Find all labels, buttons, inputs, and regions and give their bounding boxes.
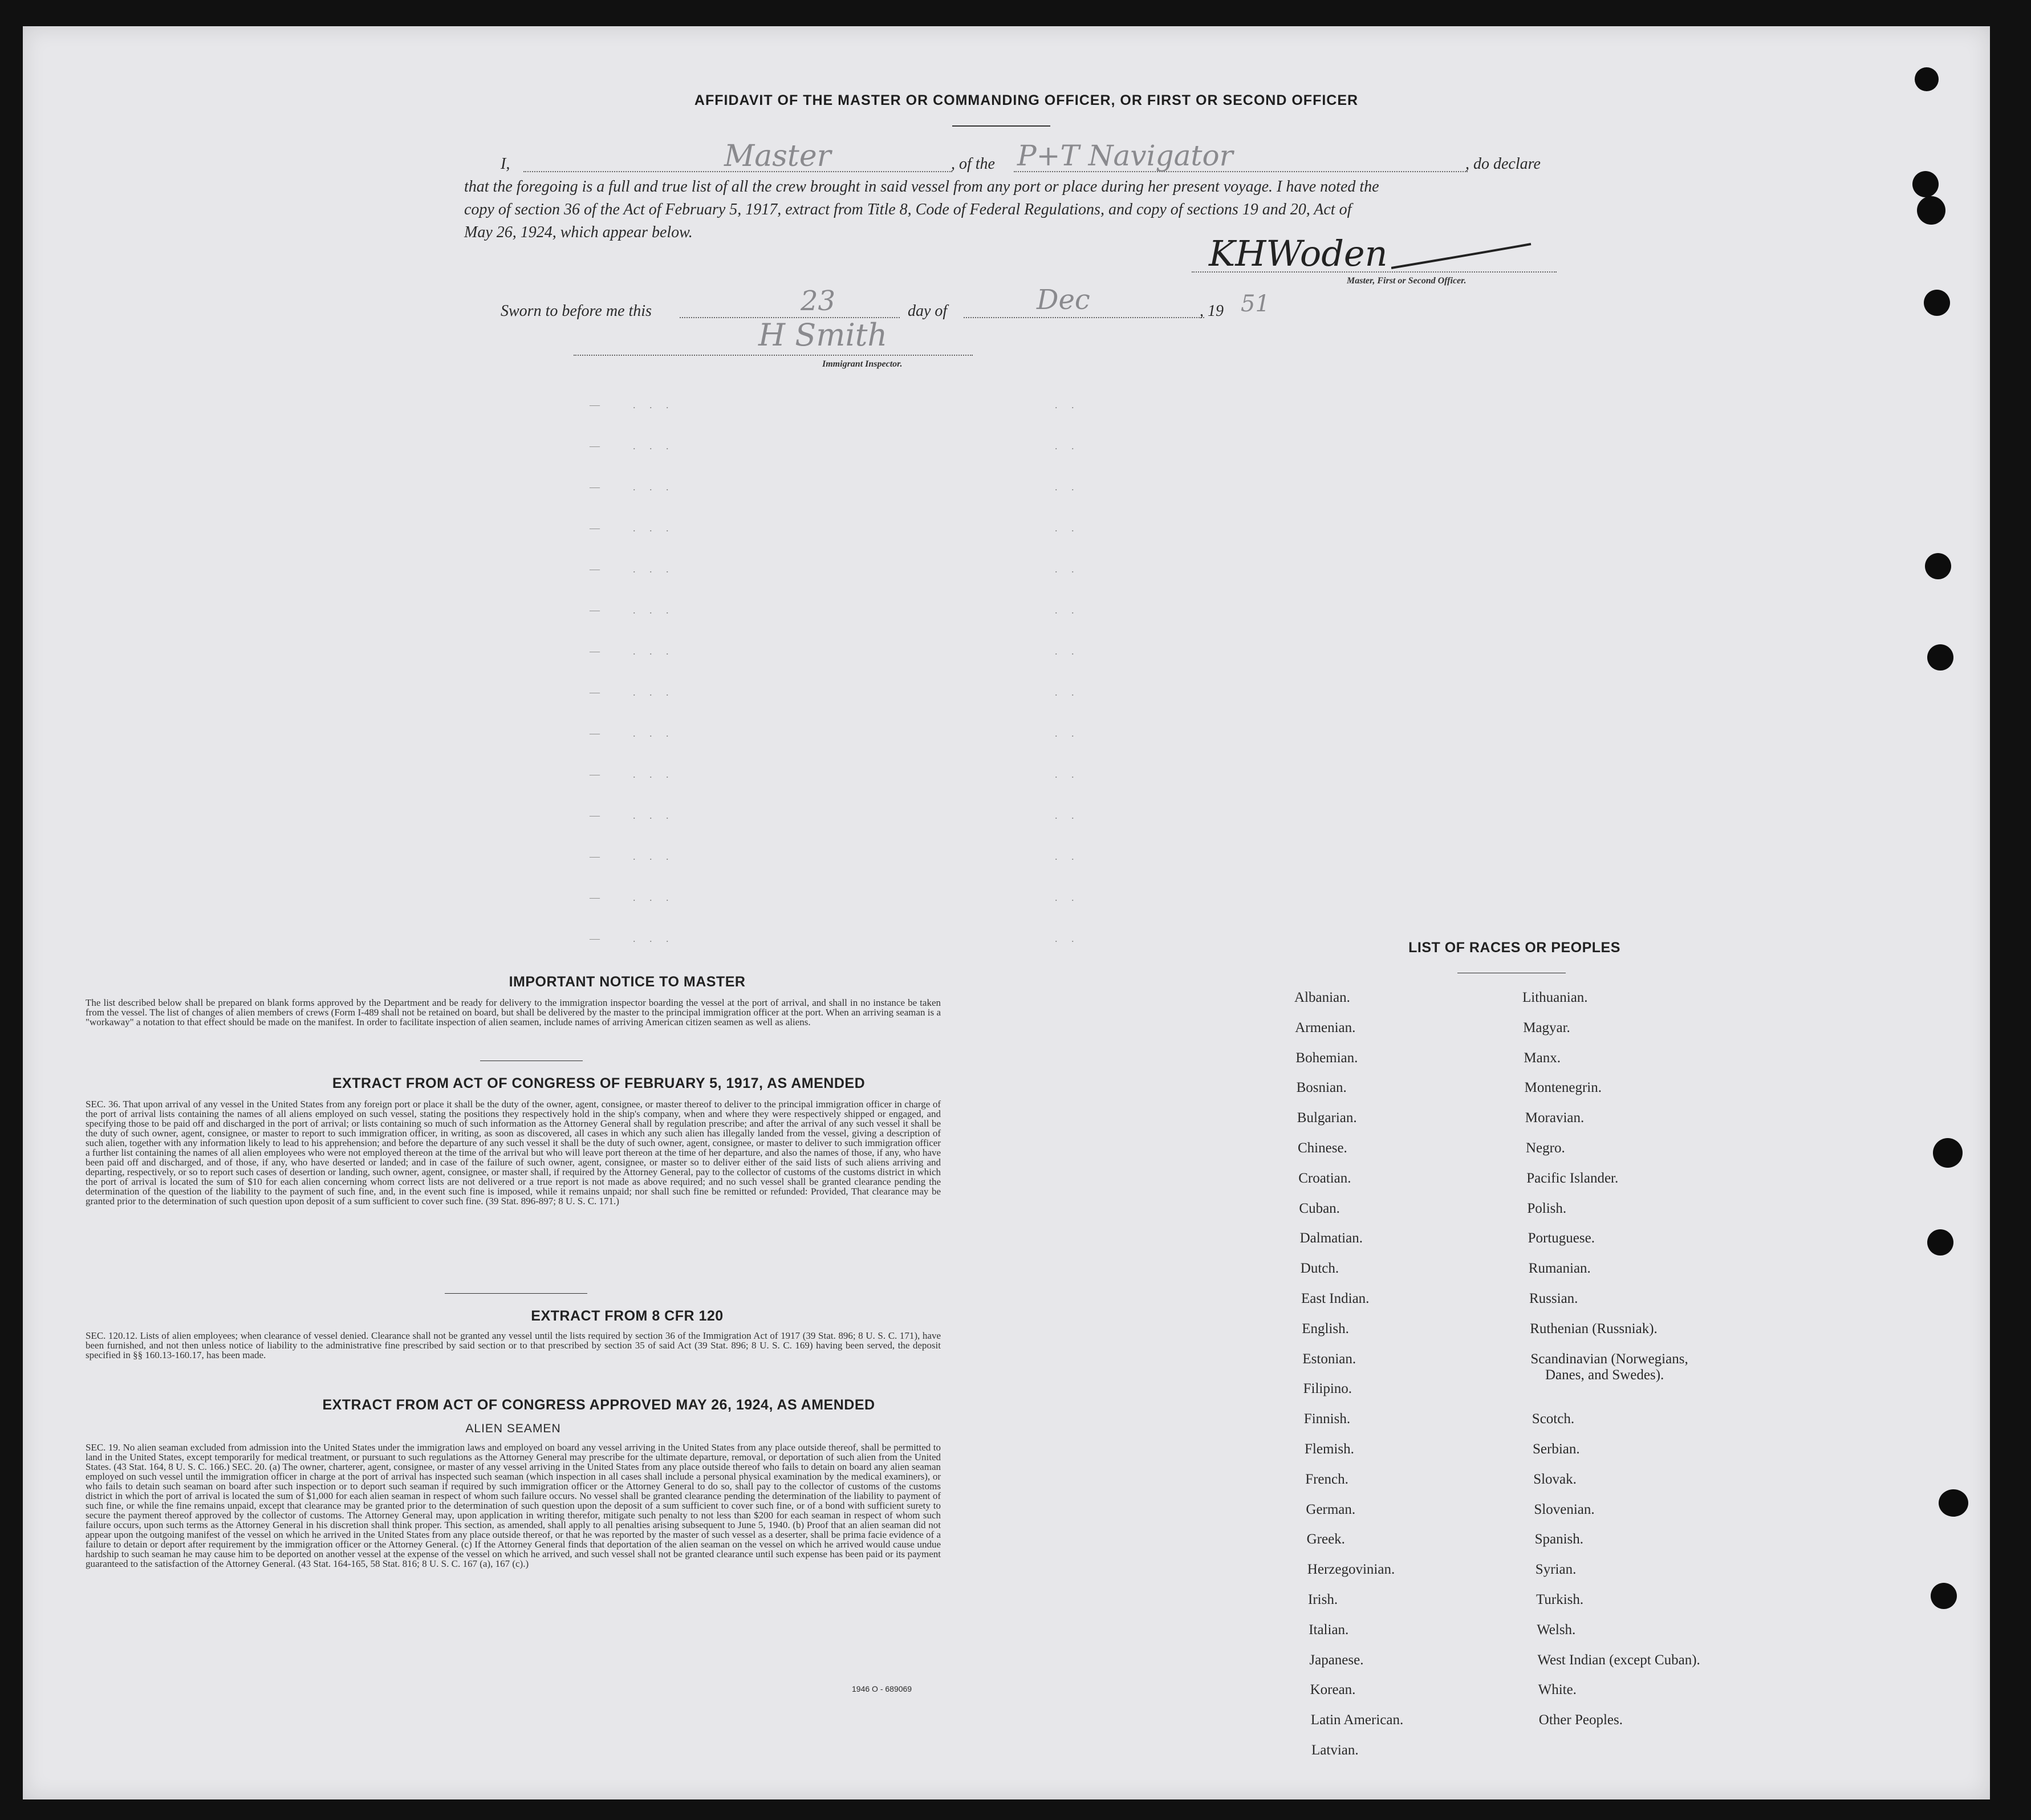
faint-mark: . . [1055, 933, 1080, 944]
faint-mark: — [590, 604, 606, 616]
faint-mark: . . [1055, 399, 1080, 411]
faint-mark: . . . [633, 892, 675, 903]
sworn-day-label: day of [908, 302, 948, 320]
race-item: Pacific Islander. [1526, 1170, 1619, 1186]
race-item: Dalmatian. [1299, 1230, 1363, 1246]
race-item: Portuguese. [1528, 1230, 1595, 1246]
binder-hole [1933, 1138, 1963, 1168]
faint-mark: . . . [633, 686, 675, 698]
faint-mark: — [590, 851, 606, 862]
faint-mark: — [590, 933, 606, 944]
race-item: English. [1302, 1321, 1349, 1336]
inspector-handwriting: H Smith [758, 317, 888, 353]
affidavit-title: AFFIDAVIT OF THE MASTER OR COMMANDING OFFICER, OR FIRST OR SECOND OFFICER [694, 92, 1359, 108]
print-code: 1946 O - 689069 [852, 1684, 912, 1693]
race-item: Welsh. [1537, 1622, 1576, 1638]
rank-handwriting: Master [724, 139, 831, 173]
faint-mark: . . [1055, 769, 1080, 780]
race-item: Russian. [1529, 1291, 1578, 1306]
race-item: Bosnian. [1296, 1080, 1347, 1096]
declaration-do-declare: , do declare [1465, 155, 1541, 173]
title-underline [952, 125, 1050, 127]
vessel-handwriting: P+T Navigator [1017, 139, 1233, 172]
binder-hole [1927, 1229, 1953, 1256]
race-item: Bohemian. [1295, 1050, 1358, 1066]
race-item: Irish. [1308, 1592, 1338, 1607]
race-item: Serbian. [1533, 1441, 1580, 1457]
race-item: Slovak. [1533, 1471, 1577, 1487]
race-item: Chinese. [1298, 1140, 1347, 1156]
master-signature: KHWoden [1209, 233, 1388, 274]
race-item: Danes, and Swedes). [1545, 1367, 1664, 1383]
race-item: Moravian. [1525, 1110, 1585, 1126]
race-item: Albanian. [1294, 990, 1350, 1005]
race-item: Magyar. [1523, 1019, 1570, 1035]
divider [445, 1293, 587, 1294]
race-item: Lithuanian. [1522, 990, 1588, 1005]
faint-mark: . . [1055, 686, 1080, 698]
race-item: White. [1538, 1682, 1577, 1698]
binder-hole [1917, 196, 1945, 225]
binder-hole [1931, 1583, 1957, 1609]
race-item: Bulgarian. [1297, 1110, 1357, 1126]
faint-mark: . . . [633, 728, 675, 739]
extract-cfr-title: EXTRACT FROM 8 CFR 120 [531, 1308, 724, 1324]
race-item: Korean. [1310, 1682, 1356, 1698]
race-item: Slovenian. [1534, 1501, 1595, 1517]
race-item: East Indian. [1301, 1291, 1370, 1306]
notice-title: IMPORTANT NOTICE TO MASTER [509, 974, 746, 990]
race-item: Italian. [1309, 1622, 1349, 1638]
faint-mark: . . [1055, 604, 1080, 616]
faint-mark: . . [1055, 645, 1080, 657]
binder-hole [1939, 1489, 1968, 1517]
signature-caption: Master, First or Second Officer. [1347, 276, 1467, 286]
inspector-field-line [574, 355, 973, 356]
sworn-day-handwriting: 23 [801, 285, 836, 317]
signature-flourish [1391, 239, 1534, 274]
faint-mark: . . . [633, 481, 675, 493]
faint-mark: — [590, 399, 606, 411]
faint-mark: — [590, 728, 606, 739]
faint-mark: . . . [633, 440, 675, 452]
race-item: West Indian (except Cuban). [1537, 1652, 1700, 1668]
race-item: Armenian. [1295, 1019, 1356, 1035]
extract-cfr-text: SEC. 120.12. Lists of alien employees; when clearance of vessel denied. Clearance shall not be granted any vessel until the lists required by section 36 of the Immigration Act of 1917 (39 Stat. 896; 8 U. S. C. 171), have been furnished, and not then unless notice of liability to the administrative fine prescribed by said section or to that prescribed by section 35 of said Act (39 Stat. 896; 8 U. S. C. 169) having been served, the deposit specified in §§ 160.13-160.17, has been made. [86, 1330, 941, 1360]
faint-mark: — [590, 645, 606, 657]
races-title: LIST OF RACES OR PEOPLES [1408, 940, 1620, 956]
faint-mark: . . . [633, 645, 675, 657]
sworn-month-line [964, 317, 1204, 318]
faint-mark: . . . [633, 769, 675, 780]
faint-mark: — [590, 892, 606, 903]
declaration-of-the: , of the [951, 155, 995, 173]
faint-mark: . . [1055, 728, 1080, 739]
faint-mark: . . [1055, 810, 1080, 821]
race-item: Croatian. [1298, 1170, 1351, 1186]
race-item: French. [1305, 1471, 1348, 1487]
notice-text: The list described below shall be prepared on blank forms approved by the Department and be ready for delivery to the immigration inspector boarding the vessel at the port of arrival, and shall in no instance be taken from the vessel. The list of changes of alien members of crews (Form I-489 shall not be retained on board, but shall be delivered by the master to the principal immigration officer at the port. When an arriving seaman is a "workaway" a notation to that effect should be made on the manifest. In order to facilitate inspection of alien seamen, include names of arriving American citizen seamen as well as aliens. [86, 997, 941, 1027]
race-item: Montenegrin. [1524, 1080, 1602, 1096]
race-item: Greek. [1306, 1531, 1345, 1547]
declaration-line-4: May 26, 1924, which appear below. [464, 224, 693, 241]
inspector-caption: Immigrant Inspector. [822, 359, 903, 369]
faint-mark: . . . [633, 399, 675, 411]
faint-mark: — [590, 481, 606, 493]
extract-1924-subtitle: ALIEN SEAMEN [465, 1422, 561, 1435]
sworn-label: Sworn to before me this [501, 302, 652, 320]
binder-hole [1912, 171, 1939, 197]
race-item: Rumanian. [1528, 1261, 1591, 1277]
binder-hole [1924, 290, 1950, 316]
race-item: Herzegovinian. [1307, 1562, 1395, 1578]
race-item: Spanish. [1534, 1531, 1584, 1547]
faint-mark: — [590, 686, 606, 698]
faint-mark: — [590, 522, 606, 534]
faint-mark: . . . [633, 604, 675, 616]
faint-mark: . . [1055, 440, 1080, 452]
faint-mark: . . [1055, 481, 1080, 493]
race-item: Other Peoples. [1538, 1712, 1623, 1728]
race-item: Syrian. [1535, 1562, 1577, 1578]
extract-1917-text: SEC. 36. That upon arrival of any vessel in the United States from any foreign port or place it shall be the duty of the owner, agent, consignee, or master thereof to deliver to the principal immigration officer in charge of the port of arrival lists containing the names of all aliens employed on such vessel, stating the positions they respectively hold in the ship's company, when and where they were respectively shipped or engaged, and specifying those to be paid off and discharged in the port of arrival; or lists containing so much of such information as the Attorney General shall by regulation prescribe; and after the arrival of any such vessel it shall be the duty of such owner, agent, consignee, or master to report to such immigration officer, in writing, as soon as discovered, all cases in which any such alien has illegally landed from the vessel, giving a description of such alien, together with any information likely to lead to his apprehension; and before the departure of any such vessel it shall be the duty of such owner, agent, consignee, or master to deliver to such immigration officer a further list containing the names of all alien employees who were not employed thereon at the time of the arrival but who will leave port thereon at the time of her departure, and also the names of those, if any, who have been paid off and discharged, and of those, if any, who have deserted or landed; and in case of the failure of such owner, agent, consignee, or master so to deliver either of the said lists of such aliens arriving and departing, respectively, or so to report such cases of desertion or landing, such owner, agent, consignee, or master shall, if required by the Attorney General, pay to the collector of customs of the customs district in which the port of arrival is located the sum of $10 for each alien concerning whom correct lists are not delivered or a true report is not made as above required; and no such vessel shall be granted clearance pending the determination of the question of the liability to the payment of such fine, and, in the event such fine is imposed, while it remains unpaid; nor shall such fine be remitted or refunded: Provided, That clearance may be granted prior to the determination of such question upon deposit of a sum sufficient to cover such fine. (39 Stat. 896-897; 8 U. S. C. 171.) [86, 1099, 941, 1206]
binder-hole [1927, 644, 1953, 671]
sworn-year-handwriting: 51 [1241, 291, 1270, 317]
race-item: Polish. [1527, 1200, 1567, 1216]
sworn-year-prefix: , 19 [1200, 302, 1224, 320]
signature-field-line [1192, 271, 1557, 273]
faint-mark: — [590, 769, 606, 780]
race-item: Scandinavian (Norwegians, [1530, 1351, 1688, 1367]
faint-mark: . . . [633, 563, 675, 575]
faint-mark: — [590, 810, 606, 821]
faint-mark: — [590, 440, 606, 452]
faint-mark: . . . [633, 851, 675, 862]
race-item: Latin American. [1310, 1712, 1404, 1728]
race-item: Cuban. [1299, 1200, 1340, 1216]
extract-1924-title: EXTRACT FROM ACT OF CONGRESS APPROVED MAY 26, 1924, AS AMENDED [322, 1397, 875, 1413]
declaration-i: I, [501, 155, 510, 173]
faint-mark: . . [1055, 522, 1080, 534]
faint-mark: . . . [633, 522, 675, 534]
binder-hole [1925, 553, 1951, 579]
race-item: Ruthenian (Russniak). [1530, 1321, 1658, 1336]
faint-mark: . . [1055, 851, 1080, 862]
race-item: Estonian. [1302, 1351, 1356, 1367]
faint-mark: . . . [633, 810, 675, 821]
race-item: Turkish. [1536, 1592, 1584, 1607]
race-item: Manx. [1524, 1050, 1561, 1066]
faint-mark: — [590, 563, 606, 575]
race-item: Negro. [1526, 1140, 1565, 1156]
declaration-line-3: copy of section 36 of the Act of February 5, 1917, extract from Title 8, Code of Federal Regulations, and copy of sections 19 and 20, Act of [464, 201, 1352, 218]
race-item: German. [1306, 1501, 1356, 1517]
faint-mark: . . . [633, 933, 675, 944]
race-item: Filipino. [1303, 1381, 1352, 1397]
faint-mark: . . [1055, 892, 1080, 903]
race-item: Scotch. [1532, 1411, 1575, 1427]
race-item: Flemish. [1305, 1441, 1354, 1457]
binder-hole [1915, 67, 1939, 91]
faint-mark: . . [1055, 563, 1080, 575]
race-item: Finnish. [1303, 1411, 1351, 1427]
race-item: Japanese. [1309, 1652, 1364, 1668]
extract-1917-title: EXTRACT FROM ACT OF CONGRESS OF FEBRUARY 5, 1917, AS AMENDED [332, 1075, 866, 1091]
race-item: Latvian. [1311, 1742, 1359, 1758]
race-item: Dutch. [1300, 1261, 1339, 1277]
sworn-month-handwriting: Dec [1037, 284, 1090, 316]
extract-1924-text: SEC. 19. No alien seaman excluded from admission into the United States under the immigration laws and employed on board any vessel arriving in the United States from any place outside thereof, shall be permitted to land in the United States, except temporarily for medical treatment, or pursuant to such regulations as the Attorney General may prescribe for the ultimate departure, removal, or deportation of such alien from the United States. (43 Stat. 164, 8 U. S. C. 166.) SEC. 20. (a) The owner, charterer, agent, consignee, or master of any vessel arriving in the United States from any place outside thereof who fails to detain on board any alien seaman employed on such vessel until the immigration officer in charge at the port of arrival has inspected such seaman (which inspection in all cases shall include a personal physical examination by the medical examiners), or who fails to detain such seaman on board after such inspection or to deport such seaman if required by such immigration officer or the Attorney General to do so, shall pay to the collector of customs of the customs district in which the port of arrival is located the sum of $1,000 for each alien seaman in respect of whom such failure occurs. No vessel shall be granted clearance pending the determination of the liability to payment of such fine, or while the fine remains unpaid, except that clearance may be granted prior to the determination of such question upon the deposit of a sum sufficient to cover such fine, or of a bond with sufficient surety to secure the payment thereof approved by the collector of customs. The Attorney General may, upon application in writing therefor, mitigate such penalty to not less than $200 for each seaman in respect of whom such failure occurs, upon such terms as the Attorney General in his discretion shall think proper. This section, as amended, shall apply to all penalties arising subsequent to June 5, 1940. (b) Proof that an alien seaman did not appear upon the outgoing manifest of the vessel on which he arrived in the United States from any place outside thereof, or that he was reported by the master of such vessel as a deserter, shall be prima facie evidence of a failure to detain or deport after requirement by the immigration officer or the Attorney General. (c) If the Attorney General finds that deportation of the alien seaman on the vessel on which he arrived would cause undue hardship to such seaman he may cause him to be deported on another vessel at the expense of the vessel on which he arrived, and such vessel shall not be granted clearance until such expense has been paid or its payment guaranteed to the satisfaction of the Attorney General. (43 Stat. 164-165, 58 Stat. 816; 8 U. S. C. 167 (a), 167 (c).) [86, 1442, 941, 1569]
declaration-line-2: that the foregoing is a full and true list of all the crew brought in said vessel from any port or place during her present voyage. I have noted the [464, 178, 1379, 196]
